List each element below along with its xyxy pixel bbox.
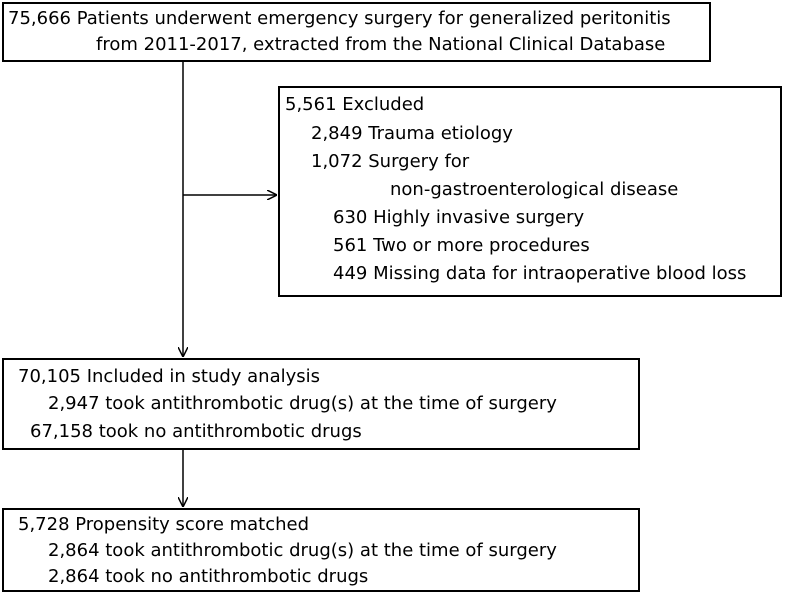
included-item-no-antithrombotic: 67,158 took no antithrombotic drugs <box>30 421 362 442</box>
excluded-item-trauma: 2,849 Trauma etiology <box>311 123 513 144</box>
matched-title: 5,728 Propensity score matched <box>18 514 310 535</box>
excluded-box <box>278 86 782 297</box>
excluded-item-invasive: 630 Highly invasive surgery <box>333 207 585 228</box>
source-population-box <box>2 2 711 62</box>
matched-box <box>2 508 640 592</box>
source-line-2: from 2011-2017, extracted from the National Clinical Database <box>96 34 666 55</box>
matched-item-antithrombotic: 2,864 took antithrombotic drug(s) at the time of surgery <box>48 540 557 561</box>
excluded-item-two-procedures: 561 Two or more procedures <box>333 235 590 256</box>
excluded-item-non-gi-disease: non-gastroenterological disease <box>390 179 679 200</box>
source-line-1: 75,666 Patients underwent emergency surgery for generalized peritonitis <box>8 8 671 29</box>
included-box <box>2 358 640 450</box>
excluded-item-surgery-for: 1,072 Surgery for <box>311 151 470 172</box>
included-item-antithrombotic: 2,947 took antithrombotic drug(s) at the time of surgery <box>48 393 557 414</box>
excluded-item-missing-data: 449 Missing data for intraoperative blood loss <box>333 263 747 284</box>
included-title: 70,105 Included in study analysis <box>18 366 321 387</box>
excluded-title: 5,561 Excluded <box>285 94 425 115</box>
matched-item-no-antithrombotic: 2,864 took no antithrombotic drugs <box>48 566 369 587</box>
